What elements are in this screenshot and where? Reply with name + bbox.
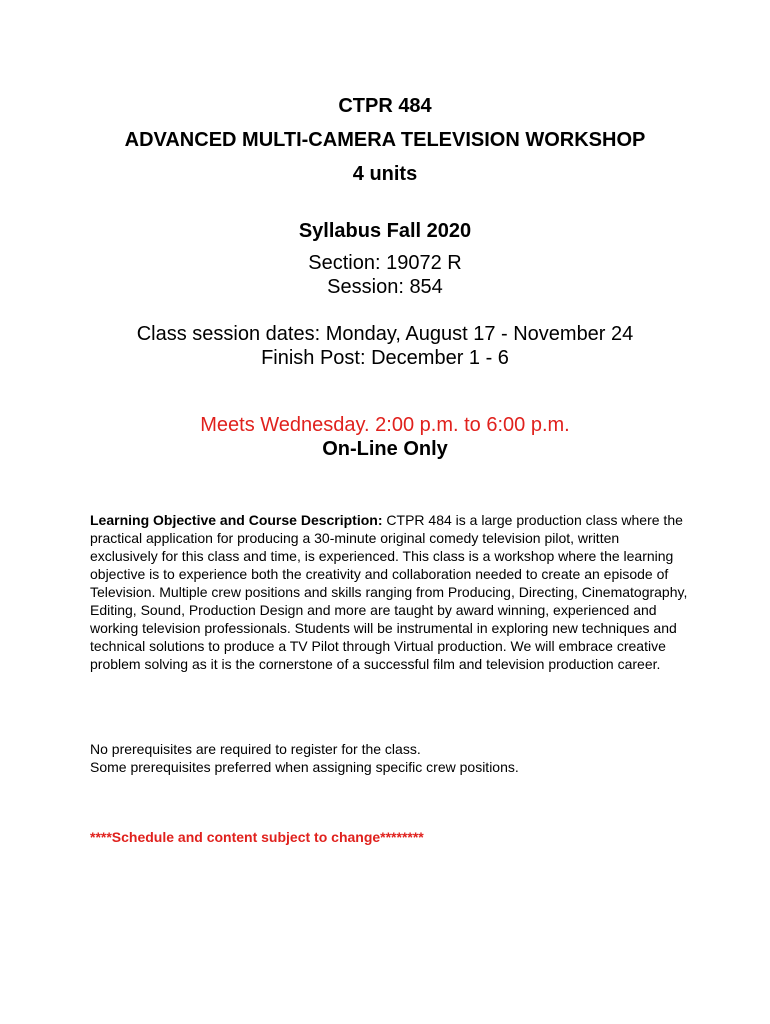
course-units: 4 units — [352, 163, 418, 185]
description-label: Learning Objective and Course Description: — [90, 512, 383, 528]
meeting-time: Meets Wednesday. 2:00 p.m. to 6:00 p.m. — [200, 414, 570, 436]
prerequisites-line-1: No prerequisites are required to register for the class. — [90, 741, 421, 757]
schedule-change-notice: ****Schedule and content subject to change******** — [90, 829, 424, 845]
class-dates: Class session dates: Monday, August 17 - November 24 — [136, 323, 634, 345]
session-number: Session: 854 — [327, 276, 443, 298]
online-only-label: On-Line Only — [322, 438, 448, 460]
prerequisites-line-2: Some prerequisites preferred when assigning specific crew positions. — [90, 759, 519, 775]
section-number: Section: 19072 R — [308, 252, 462, 274]
description-text: CTPR 484 is a large production class where the practical application for producing a 30-minute original comedy television pilot, written exclusively for this class and time, is experienced. This class is a workshop where the learning objective is to experience both the creativity and collaboration needed to create an episode of Television. Multiple crew positions and skills ranging from Producing, Directing, Cinematography, Editing, Sound, Production Design and more are taught by award winning, experienced and working television professionals. Students will be instrumental in exploring new techniques and technical solutions to produce a TV Pilot through Virtual production. We will embrace creative problem solving as it is the cornerstone of a successful film and television production career. — [90, 512, 688, 672]
course-description — [90, 511, 690, 673]
finish-post-dates: Finish Post: December 1 - 6 — [261, 347, 509, 369]
course-code: CTPR 484 — [338, 95, 432, 117]
course-name: ADVANCED MULTI-CAMERA TELEVISION WORKSHOP — [124, 129, 646, 151]
syllabus-term: Syllabus Fall 2020 — [298, 220, 472, 242]
prerequisites — [90, 740, 690, 776]
